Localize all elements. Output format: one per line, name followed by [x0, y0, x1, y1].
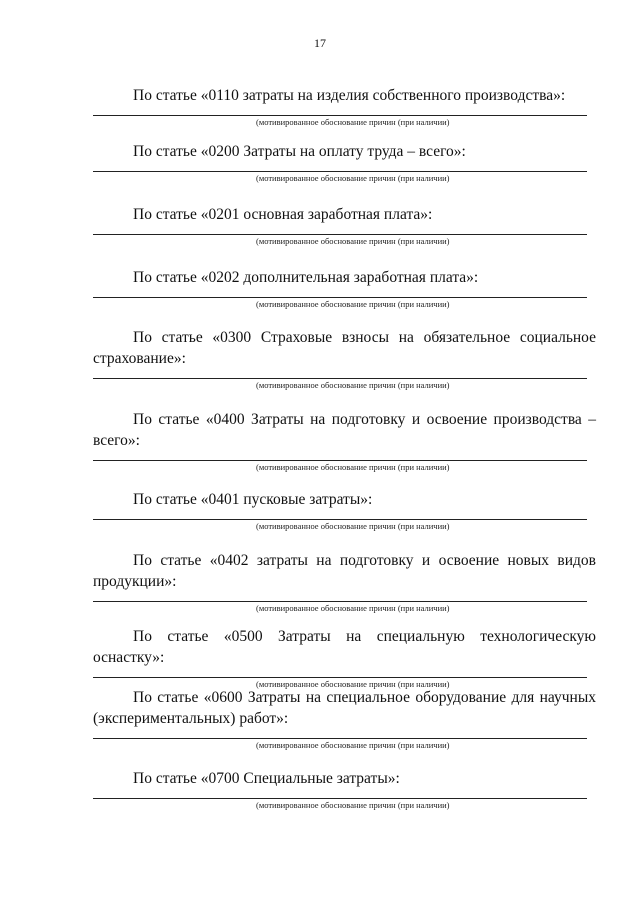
entry-0402 — [93, 550, 596, 613]
line-caption: (мотивированное обоснование причин (при наличии) — [256, 603, 450, 613]
page-number: 17 — [314, 36, 326, 50]
entry-text: По статье «0600 Затраты на специальное оборудование для научных (экспериментальных) работ»: — [93, 689, 596, 727]
fill-in-line[interactable] — [93, 234, 587, 235]
fill-in-line[interactable] — [93, 115, 587, 116]
entry-text: По статье «0400 Затраты на подготовку и освоение производства – всего»: — [93, 411, 596, 449]
line-caption: (мотивированное обоснование причин (при наличии) — [256, 679, 450, 689]
entry-text: По статье «0500 Затраты на специальную технологическую оснастку»: — [93, 628, 596, 666]
entry-0700 — [93, 768, 596, 810]
line-caption: (мотивированное обоснование причин (при наличии) — [256, 800, 450, 810]
line-caption: (мотивированное обоснование причин (при наличии) — [256, 299, 450, 309]
entry-text: По статье «0700 Специальные затраты»: — [133, 770, 400, 787]
entry-0201 — [93, 204, 596, 246]
line-caption: (мотивированное обоснование причин (при наличии) — [256, 236, 450, 246]
fill-in-line[interactable] — [93, 460, 587, 461]
entry-text: По статье «0202 дополнительная заработная плата»: — [133, 269, 479, 286]
line-caption: (мотивированное обоснование причин (при наличии) — [256, 173, 450, 183]
entry-0110 — [93, 85, 596, 127]
fill-in-line[interactable] — [93, 378, 587, 379]
fill-in-line[interactable] — [93, 601, 587, 602]
entry-0401 — [93, 489, 596, 531]
entry-text: По статье «0201 основная заработная плата»: — [133, 206, 433, 223]
fill-in-line[interactable] — [93, 798, 587, 799]
fill-in-line[interactable] — [93, 297, 587, 298]
entry-text: По статье «0300 Страховые взносы на обязательное социальное страхование»: — [93, 329, 596, 367]
line-caption: (мотивированное обоснование причин (при наличии) — [256, 117, 450, 127]
entry-0600 — [93, 687, 596, 750]
entry-0200 — [93, 141, 596, 183]
fill-in-line[interactable] — [93, 171, 587, 172]
fill-in-line[interactable] — [93, 738, 587, 739]
entry-text: По статье «0401 пусковые затраты»: — [133, 491, 373, 508]
fill-in-line[interactable] — [93, 519, 587, 520]
line-caption: (мотивированное обоснование причин (при наличии) — [256, 380, 450, 390]
entry-text: По статье «0402 затраты на подготовку и освоение новых видов продукции»: — [93, 552, 596, 590]
entry-0300 — [93, 327, 596, 390]
entry-text: По статье «0110 затраты на изделия собственного производства»: — [133, 87, 566, 104]
entry-0202 — [93, 267, 596, 309]
line-caption: (мотивированное обоснование причин (при наличии) — [256, 740, 450, 750]
entry-0400 — [93, 409, 596, 472]
entry-0500 — [93, 626, 596, 689]
entry-text: По статье «0200 Затраты на оплату труда – всего»: — [133, 143, 466, 160]
line-caption: (мотивированное обоснование причин (при наличии) — [256, 462, 450, 472]
line-caption: (мотивированное обоснование причин (при наличии) — [256, 521, 450, 531]
fill-in-line[interactable] — [93, 677, 587, 678]
